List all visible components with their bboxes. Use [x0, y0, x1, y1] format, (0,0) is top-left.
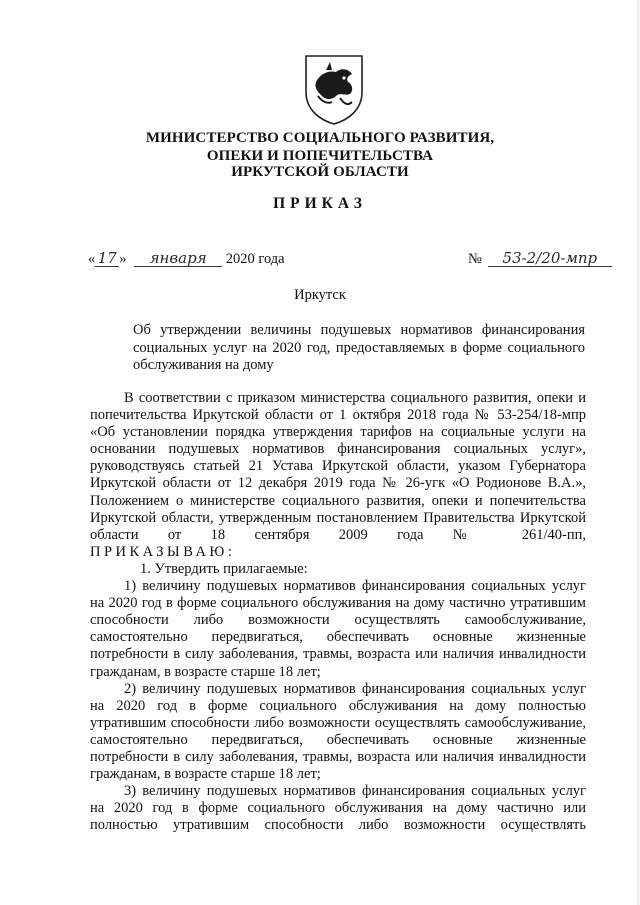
- subitem-2-paragraph: 2) величину подушевых нормативов финансирования социальных услуг на 2020 год в форме социального обслуживания на дому полностью утратившим способности либо возможности осуществлять самообслуживание, самостоятельно передвигаться, обеспечивать основные жизненные потребности в силу заболевания, травмы, возраста или наличия инвалидности гражданам, в возрасте старше 18 лет;: [90, 680, 586, 783]
- number-sign: №: [468, 251, 482, 267]
- order-subject: Об утверждении величины подушевых нормативов финансирования социальных услуг на 2020 год, предоставляемых в форме социального обслуживания на дому: [133, 322, 585, 373]
- order-word: ПРИКАЗЫВАЮ:: [90, 543, 236, 560]
- ministry-name-line-2: ОПЕКИ И ПОПЕЧИТЕЛЬСТВА: [206, 148, 434, 164]
- handwritten-day: 17: [95, 250, 119, 267]
- item-1-paragraph: 1. Утвердить прилагаемые:: [140, 560, 308, 577]
- ministry-name-line-3: ИРКУТСКОЙ ОБЛАСТИ: [231, 164, 409, 180]
- date-year-text: 2020 года: [225, 251, 285, 267]
- city-name: Иркутск: [294, 287, 346, 303]
- document-type-title: ПРИКАЗ: [273, 195, 367, 212]
- irkutsk-region-coat-of-arms-icon: [296, 52, 372, 126]
- order-body: [90, 390, 586, 834]
- date-open-quote: «: [88, 251, 96, 267]
- preamble-paragraph: В соответствии с приказом министерства социального развития, опеки и попечительства Иркутской области от 1 октября 2018 года № 53-254/18-мпр «Об установлении порядка утверждения тарифов на социальные услуги на основании подушевых нормативов финансирования социальных услуг», руководствуясь статьей 21 Устава Иркутской области, указом Губернатора Иркутской области от 12 декабря 2019 года № 26-угк «О Родионове В.А.», Положением о министерстве социального развития, опеки и попечительства Иркутской области, утвержденным постановлением Правительства Иркутской области от 18 сентября 2009 года № 261/40-пп,: [90, 390, 586, 543]
- subitem-1-paragraph: 1) величину подушевых нормативов финансирования социальных услуг на 2020 год в форме социального обслуживания на дому частично утратившим способности либо возможности осуществлять самообслуживание, самостоятельно передвигаться, обеспечивать основные жизненные потребности в силу заболевания, травмы, возраста или наличия инвалидности гражданам, в возрасте старше 18 лет;: [90, 578, 586, 680]
- subitem-3-paragraph: 3) величину подушевых нормативов финансирования социальных услуг на 2020 год в форме социального обслуживания на дому частично или полностью утратившим способности либо возможности осуществлять: [90, 783, 586, 834]
- order-number: [468, 250, 612, 268]
- date-close-quote: »: [119, 251, 127, 267]
- ministry-name-line-1: МИНИСТЕРСТВО СОЦИАЛЬНОГО РАЗВИТИЯ,: [145, 130, 495, 146]
- handwritten-order-number: 53-2/20-мпр: [488, 250, 612, 267]
- order-date: [88, 250, 285, 268]
- handwritten-month: января: [134, 250, 222, 267]
